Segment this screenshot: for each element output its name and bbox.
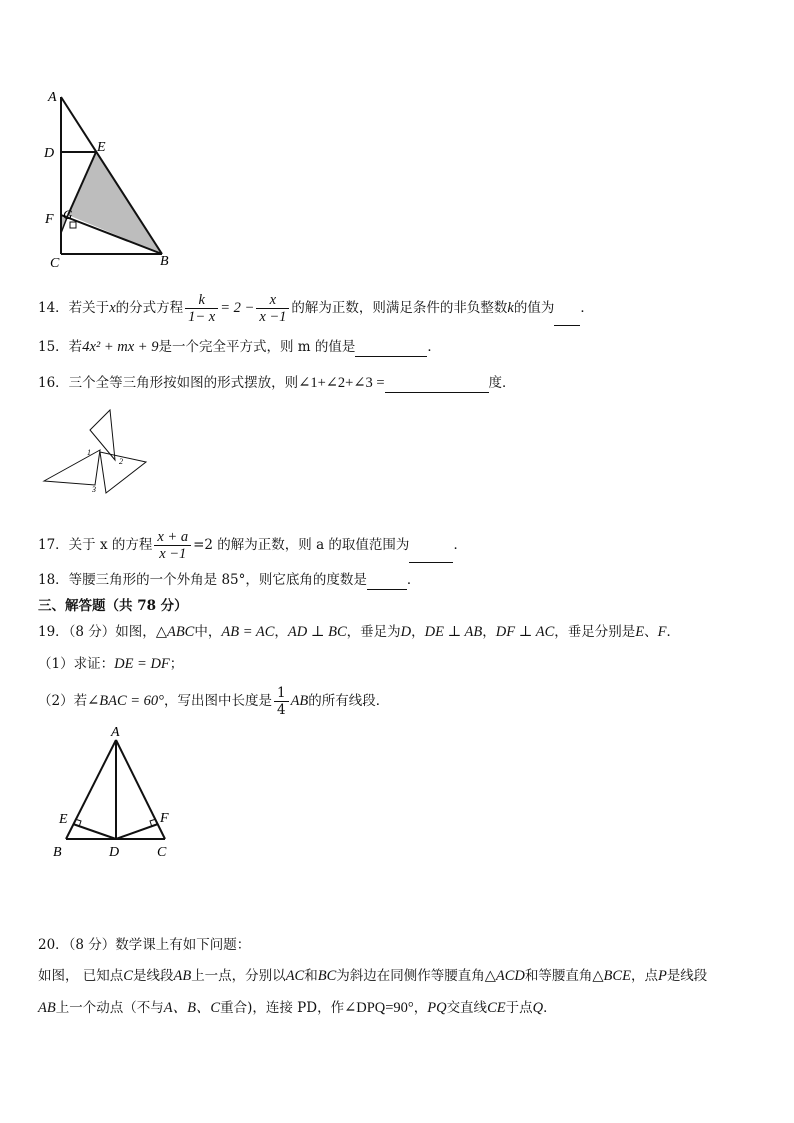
q15-text-2: 是一个完全平方式，则 m 的值是	[158, 339, 356, 355]
q20-l2-c: ，	[413, 1000, 428, 1016]
q19-part2-fraction	[274, 685, 289, 718]
q18-answer-blank[interactable]	[367, 575, 407, 590]
q18-end: ．	[406, 572, 421, 588]
q15-answer-blank[interactable]	[355, 342, 427, 357]
q20-l2-points: A、B、C	[163, 1000, 221, 1016]
q14-answer-blank[interactable]	[554, 311, 580, 326]
q14-end: ．	[580, 300, 594, 316]
q20-l1-b: 是线段	[132, 968, 174, 984]
q14-text-2: 的分式方程	[115, 300, 184, 316]
q17-fraction	[154, 529, 191, 562]
q19-t8: ．	[666, 624, 680, 640]
q19-t2: ，	[274, 624, 288, 640]
q20-l2-q: Q	[532, 1000, 544, 1016]
q20-l1-e: 为斜边在同侧作等腰直角	[336, 968, 485, 984]
q20-header: 20．（8 分）数学课上有如下问题：	[38, 937, 251, 953]
question-16	[38, 373, 516, 393]
question-15	[38, 337, 441, 357]
q14-frac2-numerator: x	[256, 292, 289, 309]
section-3-heading	[38, 596, 188, 616]
q17-text: 17．关于 x 的方程	[38, 537, 153, 553]
q19-cond-8: F	[657, 624, 667, 640]
q19-t5: ，	[482, 624, 496, 640]
section-3-title: 三、解答题（共 78 分）	[38, 598, 188, 614]
q19-t3: ，垂足为	[346, 624, 401, 640]
q20-l1-text-c: 上一点，分别以	[191, 968, 286, 984]
question-20-line-2	[38, 998, 557, 1018]
q20-l2-pq: PQ	[427, 1000, 447, 1016]
q19-cond-4: D	[400, 624, 412, 640]
label-c: C	[50, 256, 60, 271]
q14-var-k: k	[507, 300, 514, 316]
question-20-header	[38, 935, 250, 955]
label-e: E	[59, 812, 68, 827]
q20-l1-f: 和等腰直角	[524, 968, 593, 984]
q19-cond-7: E	[635, 624, 645, 640]
right-angle-mark	[70, 222, 76, 228]
label-d: D	[109, 845, 120, 860]
q20-l1-ab: AB	[173, 968, 192, 984]
figure-three-triangles	[40, 405, 155, 500]
triangle-right	[100, 452, 146, 493]
q14-var-x: x	[109, 300, 116, 316]
q20-l2-a: 上一个动点（不与	[55, 1000, 164, 1016]
q19-text: 19．（8 分）如图，	[38, 624, 156, 640]
question-18	[38, 570, 420, 590]
figure-triangle-abc-shaded	[40, 85, 180, 275]
q15-end: ．	[427, 339, 441, 355]
q19-cond-6: DF ⊥ AC	[495, 624, 555, 640]
label-a: A	[48, 90, 57, 105]
question-19-part-1	[38, 654, 183, 674]
q20-l1-g: ，点	[630, 968, 658, 984]
triangle-left	[44, 450, 100, 485]
label-c: C	[157, 845, 167, 860]
q19-part2-end: 的所有线段．	[308, 693, 390, 709]
q17-frac-denominator: x −1	[159, 546, 187, 562]
question-20-line-1	[38, 966, 707, 986]
q19-cond-1: △ABC	[155, 624, 195, 640]
q17-frac-numerator: x + a	[154, 529, 191, 546]
q14-text: 14．若关于	[38, 300, 110, 316]
q20-l2-e: 于点	[505, 1000, 533, 1016]
question-17	[38, 527, 467, 563]
q20-l1-bc: BC	[317, 968, 337, 984]
label-f: F	[45, 212, 54, 227]
q14-text-4: 的值为	[513, 300, 555, 316]
q20-l1-ac: AC	[285, 968, 305, 984]
q19-t1: 中，	[194, 624, 222, 640]
q15-text: 15．若	[38, 339, 83, 355]
angle-label-2: 2	[119, 457, 123, 466]
q20-l1-acd: △ACD	[484, 968, 525, 984]
label-f: F	[160, 811, 169, 826]
label-a: A	[111, 725, 120, 740]
q19-t7: 、	[644, 624, 658, 640]
q19-cond-3: AD ⊥ BC	[287, 624, 347, 640]
q17-text-2: =2 的解为正数，则 a 的取值范围为	[193, 537, 410, 553]
q14-fraction-1	[185, 292, 218, 325]
q20-l1-c: C	[123, 968, 133, 984]
q16-expression: ∠1+∠2+∠3 =	[298, 375, 385, 391]
q17-answer-blank[interactable]	[409, 548, 453, 563]
question-14	[38, 290, 594, 326]
label-e: E	[97, 140, 106, 155]
q19-part1-text: （1）求证：	[38, 656, 115, 672]
q18-text: 18．等腰三角形的一个外角是 85°，则它底角的度数是	[38, 572, 367, 588]
q19-part2-frac-denominator: 4	[276, 702, 286, 718]
q19-part1-expression: DE = DF	[114, 656, 170, 672]
q20-l2-ab: AB	[38, 1000, 56, 1016]
q14-frac1-denominator: 1− x	[188, 309, 216, 325]
q20-l1-p: P	[657, 968, 667, 984]
q20-l2-d: 交直线	[446, 1000, 488, 1016]
q16-text: 16．三个全等三角形按如图的形式摆放，则	[38, 375, 299, 391]
q14-frac1-numerator: k	[185, 292, 218, 309]
q19-part2-frac-numerator: 1	[274, 685, 289, 702]
q15-expression: 4x² + mx + 9	[82, 339, 159, 355]
q19-part2-text: （2）若	[38, 693, 88, 709]
q14-fraction-2	[256, 292, 289, 325]
q19-cond-2: AB = AC	[221, 624, 275, 640]
q19-part2-ab: AB	[290, 693, 309, 709]
q14-text-3: 的解为正数，则满足条件的非负整数	[291, 300, 508, 316]
angle-label-3: 3	[92, 485, 96, 494]
q20-l1-a: 如图， 已知点	[38, 968, 124, 984]
q19-part2-condition: ∠BAC = 60°	[87, 693, 164, 709]
q14-frac2-denominator: x −1	[259, 309, 287, 325]
figure-isosceles-triangle	[45, 722, 180, 862]
q19-part1-end: ；	[169, 656, 184, 672]
q16-answer-blank[interactable]	[385, 378, 489, 393]
q20-l1-bce: △BCE	[592, 968, 631, 984]
q16-end: 度．	[488, 375, 516, 391]
label-g: G	[63, 207, 73, 222]
q19-t6: ，垂足分别是	[554, 624, 636, 640]
label-b: B	[160, 254, 169, 269]
shaded-triangle-egb	[68, 152, 162, 254]
q20-l2-ce: CE	[487, 1000, 506, 1016]
q17-end: ．	[453, 537, 467, 553]
q19-part2-text-2: ，写出图中长度是	[163, 693, 272, 709]
label-d: D	[44, 146, 55, 161]
angle-label-1: 1	[87, 448, 91, 457]
q14-equals: = 2 −	[220, 300, 255, 316]
q20-l2-angle: ∠DPQ=90°	[344, 1000, 414, 1016]
label-b: B	[53, 845, 62, 860]
question-19-part-2	[38, 683, 389, 719]
q19-t4: ，	[411, 624, 425, 640]
question-19	[38, 622, 680, 642]
q20-l1-d: 和	[304, 968, 318, 984]
q20-l2-f: ．	[543, 1000, 557, 1016]
q20-l2-b: 重合)，连接 PD，作	[220, 1000, 345, 1016]
q20-l1-h: 是线段	[666, 968, 708, 984]
q19-cond-5: DE ⊥ AB	[424, 624, 483, 640]
